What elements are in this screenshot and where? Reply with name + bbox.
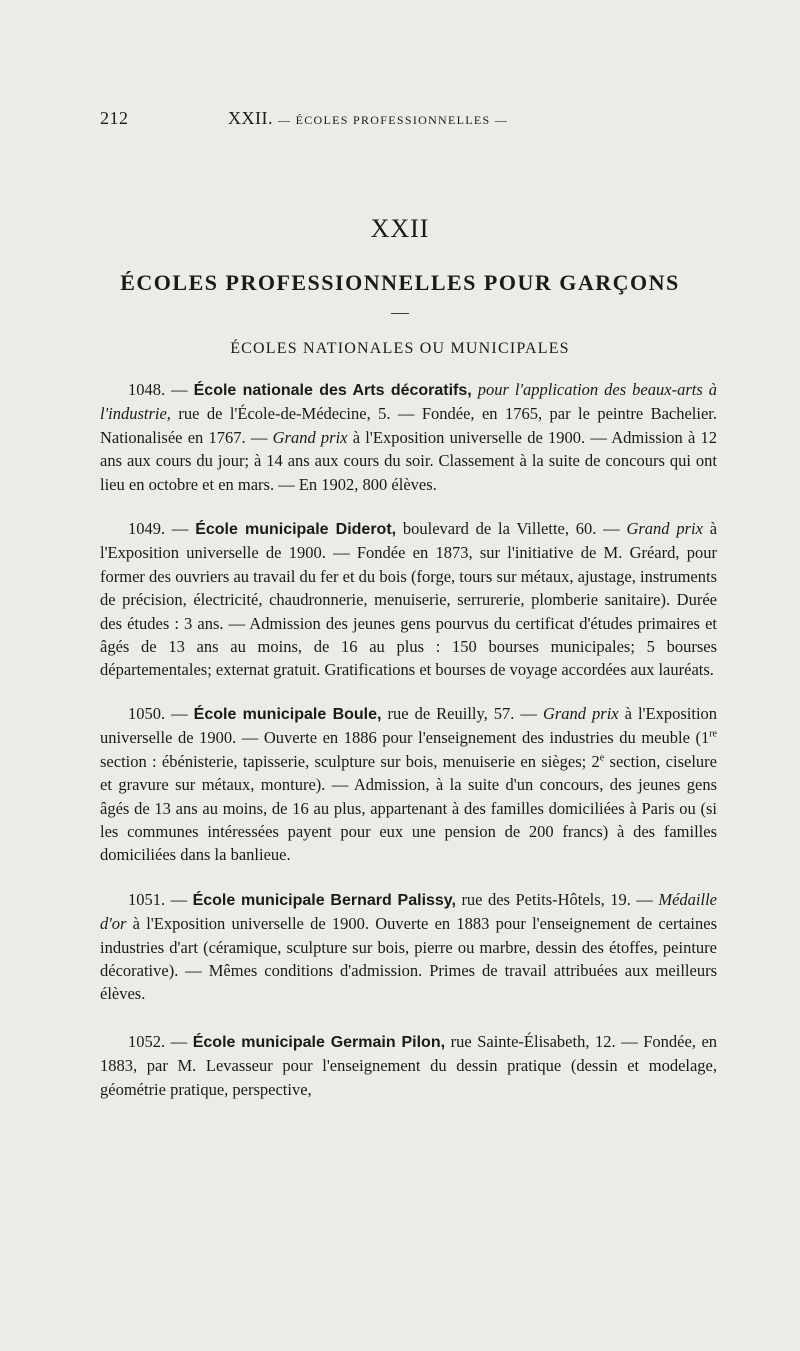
section-heading: ÉCOLES NATIONALES OU MUNICIPALES bbox=[230, 340, 570, 357]
school-name: École municipale Diderot, bbox=[195, 521, 397, 539]
chapter-title: ÉCOLES PROFESSIONNELLES POUR GARÇONS bbox=[120, 270, 680, 295]
entry-number: 1052. — bbox=[128, 1031, 188, 1051]
entry-text: rue des Petits-Hôtels, 19. — bbox=[455, 889, 659, 909]
entry-1051 bbox=[100, 888, 717, 1006]
entry-text: à l'Exposition universelle de 1900. — Fondée en 1873, sur l'initiative de M. Gréard, pour former des ouvriers au travail du fer et du bois (forge, tours sur métaux, ajustage, instruments de précision, électricité, chaudronnerie, menuiserie, serrurerie, plomberie sanitaire). Durée des études : 3 ans. — Admission des jeunes gens pourvus du certificat d'études primaires et âgés de 13 ans au moins, de 16 au plus : 150 bourses municipales; 5 bourses départementales; externat gratuit. Gratifications et bourses de voyage accordées aux lauréats. bbox=[100, 519, 718, 680]
entries-body bbox=[100, 378, 717, 1123]
ordinal-superscript: e bbox=[599, 752, 605, 764]
running-head bbox=[100, 108, 740, 129]
chapter-heading: XXII bbox=[370, 214, 430, 243]
running-title: — ÉCOLES PROFESSIONNELLES — bbox=[278, 113, 509, 127]
award: Médaille d'or bbox=[100, 889, 717, 934]
entry-1050 bbox=[100, 702, 717, 867]
entry-text: à l'Exposition universelle de 1900. Ouverte en 1883 pour l'enseignement de certaines industries d'art (céramique, sculpture sur bois, pierre ou marbre, dessin des étoffes, peinture décorative). — Mêmes conditions d'admission. Primes de travail attribuées aux meilleurs élèves. bbox=[100, 914, 717, 1004]
award: Grand prix bbox=[542, 703, 619, 723]
entry-number: 1048. — bbox=[128, 380, 188, 399]
entry-text: rue de Reuilly, 57. — bbox=[381, 703, 543, 723]
entry-text: à l'Exposition universelle de 1900. — Admission à 12 ans aux cours du jour; à 14 ans aux cours du soir. Classement à la suite de concours qui ont lieu en octobre et en mars. — En 1902, 800 élèves. bbox=[100, 427, 717, 494]
page-number: 212 bbox=[100, 108, 129, 128]
entry-number: 1049. — bbox=[128, 519, 189, 539]
award: Grand prix bbox=[626, 519, 703, 539]
school-name: École municipale Boule, bbox=[193, 705, 382, 723]
running-chapter: XXII. bbox=[228, 108, 273, 128]
school-name: École municipale Germain Pilon, bbox=[192, 1033, 446, 1051]
school-name: École nationale des Arts décoratifs, bbox=[193, 382, 472, 399]
entry-text: rue de l'École-de-Médecine, 5. — Fondée, en 1765, par le peintre Bachelier. Nationalisée en 1767. — bbox=[100, 404, 717, 447]
entry-1048 bbox=[100, 378, 717, 496]
entry-text: boulevard de la Villette, 60. — bbox=[396, 519, 627, 539]
entry-1052 bbox=[100, 1030, 717, 1101]
entry-text: rue Sainte-Élisabeth, 12. — Fondée, en 1883, par M. Levasseur pour l'enseignement du dessin pratique (dessin et modelage, géométrie pratique, perspective, bbox=[100, 1031, 718, 1099]
school-name: École municipale Bernard Palissy, bbox=[192, 891, 456, 909]
ordinal-superscript: re bbox=[709, 728, 717, 740]
entry-1049 bbox=[100, 517, 717, 682]
award: Grand prix bbox=[272, 427, 348, 447]
entry-text: section, ciselure et gravure sur métaux, monture). — Admission, à la suite d'un concours, des jeunes gens âgés de 13 ans au moins, de 16 au plus, appartenant à des familles domiciliées à Paris ou (si les communes intéressées payent pour eux une pension de 200 francs) à des familles domiciliées dans la banlieue. bbox=[100, 751, 717, 865]
entry-text: à l'Exposition universelle de 1900. — Ouverte en 1886 pour l'enseignement des industries du meuble (1 bbox=[100, 703, 718, 748]
entry-number: 1050. — bbox=[128, 703, 188, 723]
entry-text: section : ébénisterie, tapisserie, sculpture sur bois, menuiserie en sièges; 2 bbox=[100, 751, 600, 771]
entry-number: 1051. — bbox=[128, 889, 188, 909]
school-purpose: pour l'application des beaux-arts à l'industrie, bbox=[100, 380, 717, 424]
title-separator: — bbox=[391, 302, 409, 322]
